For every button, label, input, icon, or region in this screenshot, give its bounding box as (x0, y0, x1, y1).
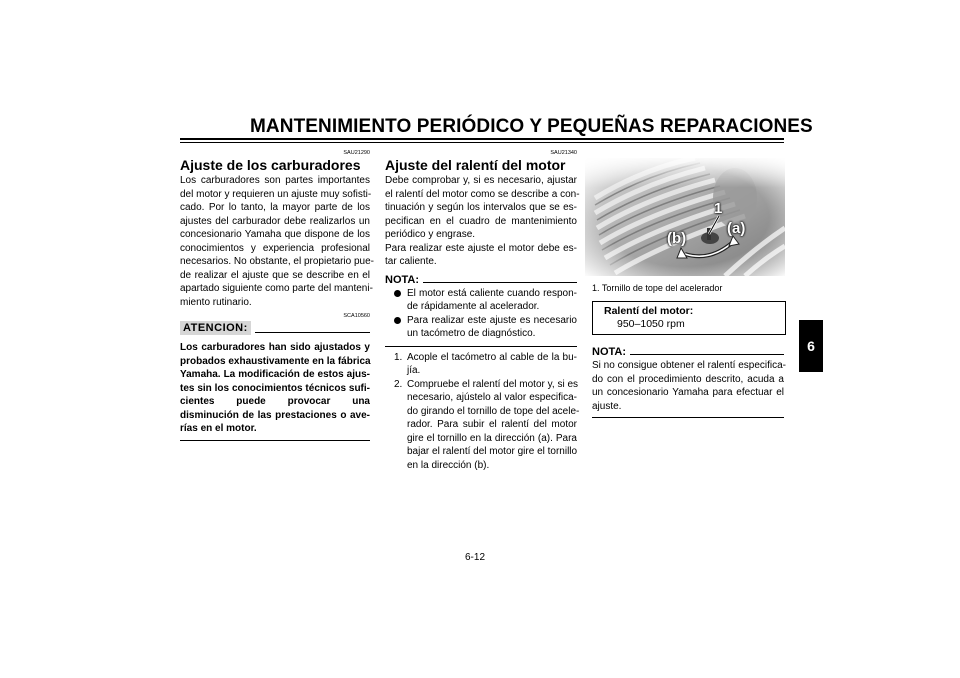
text-line: Los carburadores son partes importantes (180, 175, 370, 186)
text-line: Yamaha. La modificación de estos ajus- (180, 369, 370, 380)
spec-box (592, 301, 786, 335)
text-line: tar caliente. (385, 256, 437, 267)
header-rule (180, 138, 784, 140)
text-line: disminución de las prestaciones o ave- (180, 409, 370, 421)
text-line: de realizar el ajuste que se describe en el (180, 269, 370, 281)
section-code: SAU21290 (343, 150, 370, 156)
section-code: SAU21340 (550, 150, 577, 156)
note-end-rule (385, 346, 577, 347)
note-end-rule (592, 417, 784, 418)
text-line: necesarios. No obstante, el propietario pue- (180, 256, 375, 267)
list-item (385, 351, 577, 378)
chapter-tab: 6 (799, 320, 823, 372)
right-note (592, 346, 787, 418)
step-number: 1. (394, 351, 403, 363)
note-header (592, 346, 784, 358)
caution-rule (255, 332, 370, 333)
bullet-icon (394, 290, 401, 297)
photo-label-b: (b) (667, 230, 687, 247)
text-line: periódico y engrase. (385, 229, 476, 240)
text-line: conocimientos y experiencia profesional (180, 242, 370, 254)
note-label: NOTA: (385, 273, 420, 286)
text-line: cientes puede provocar una (180, 396, 370, 407)
text-line: Compruebe el ralentí del motor y, si es (407, 378, 579, 390)
text-line: pecifican en el cuadro de mantenimiento (385, 215, 577, 227)
caution-header (180, 321, 370, 335)
text-line: un tacómetro de diagnóstico. (407, 328, 536, 339)
text-line: necesario, ajústelo al valor especifica- (407, 392, 577, 403)
spec-value: 950–1050 rpm (617, 318, 685, 330)
section-heading: Ajuste de los carburadores (180, 157, 361, 173)
text-line: tinuación y según los intervalos que se es- (385, 202, 577, 213)
note-rule (630, 354, 784, 355)
text-line: del motor y requieren un ajuste muy sofisti- (180, 188, 372, 200)
note-text (592, 359, 787, 413)
text-line: Los carburadores han sido ajustados y (180, 342, 370, 353)
text-line: miento rutinario. (180, 296, 252, 308)
left-column (180, 150, 375, 441)
header-rule-thin (180, 142, 784, 143)
text-line: rías en el motor. (180, 423, 257, 434)
caution-text (180, 341, 370, 436)
section-heading: Ajuste del ralentí del motor (385, 157, 566, 173)
text-line: Para realizar este ajuste el motor debe es- (385, 242, 577, 254)
text-line: tes sin los conocimientos técnicos sufi- (180, 382, 370, 394)
right-column (592, 283, 784, 293)
photo-caption: 1. Tornillo de tope del acelerador (592, 283, 723, 293)
caution-code: SCA10560 (343, 313, 370, 319)
throttle-screw-photo (585, 158, 785, 276)
text-line: El motor está caliente cuando respon- (407, 287, 577, 299)
page-header-title: MANTENIMIENTO PERIÓDICO Y PEQUEÑAS REPARACIONES (250, 116, 813, 137)
text-line: un concesionario Yamaha para efectuar el (592, 387, 784, 398)
list-item (385, 378, 580, 473)
bullet-icon (394, 317, 401, 324)
text-line: gire el tornillo en la dirección (a). Para (407, 432, 577, 444)
text-line: Debe comprobar y, si es necesario, ajustar (385, 175, 577, 186)
text-line: de rápidamente al acelerador. (407, 301, 540, 312)
text-line: do girando el tornillo de tope del acele- (407, 405, 580, 417)
note-rule (423, 282, 577, 283)
text-line: cado. Por lo tanto, la mayor parte de los (180, 202, 370, 213)
photo-label-a: (a) (727, 220, 746, 237)
engine-photo-illustration (585, 158, 785, 276)
text-line: Para realizar este ajuste es necesario (407, 314, 577, 326)
text-line: jía. (407, 365, 421, 376)
text-line: probados exhaustivamente en la fábrica (180, 355, 371, 367)
text-line: en la dirección (b). (407, 459, 490, 471)
list-item (385, 287, 577, 314)
text-line: bajar el ralentí del motor gire el tornillo (407, 446, 578, 457)
text-line: Si no consigue obtener el ralentí especifica- (592, 360, 787, 371)
steps-list (385, 351, 580, 473)
text-line: Acople el tacómetro al cable de la bu- (407, 351, 577, 363)
note-bullets (385, 287, 577, 341)
text-line: apartado siguiente como parte del manteni- (180, 283, 373, 294)
spec-title: Ralentí del motor: (604, 305, 694, 317)
caution-end-rule (180, 440, 370, 441)
section-paragraph (385, 174, 580, 269)
note-label: NOTA: (592, 346, 627, 358)
section-paragraph (180, 174, 375, 309)
list-item (385, 314, 577, 341)
middle-column (385, 150, 580, 472)
text-line: rador. Para subir el ralentí del motor (407, 419, 577, 430)
note-header (385, 274, 577, 286)
text-line: el ralentí del motor como se describe a con- (385, 188, 580, 200)
text-line: do con el procedimiento descrito, acuda a (592, 373, 784, 385)
caution-label: ATENCION: (180, 321, 251, 335)
photo-callout-1: 1 (714, 200, 723, 217)
page-number: 6-12 (465, 552, 486, 563)
text-line: ajustes del carburador debe realizarlos un (180, 215, 370, 227)
text-line: concesionario Yamaha que dispone de los (180, 229, 370, 240)
step-number: 2. (394, 378, 403, 390)
text-line: ajuste. (592, 400, 622, 412)
